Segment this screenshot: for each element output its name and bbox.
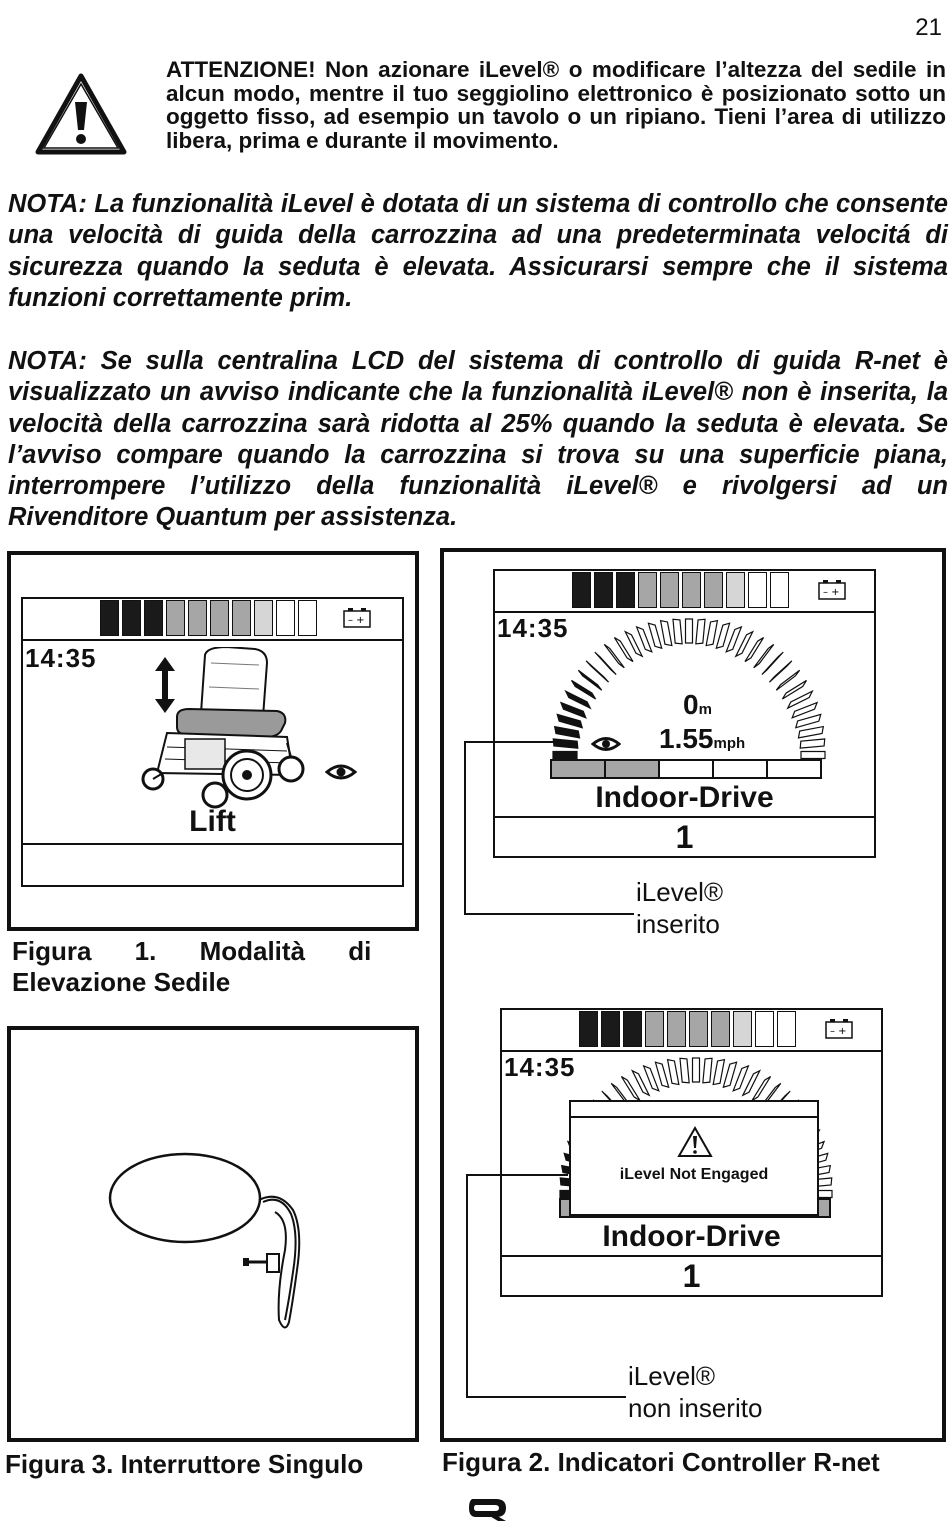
odometer-unit: m <box>698 701 712 718</box>
callout-engaged-label <box>636 876 723 940</box>
battery-segment <box>704 572 723 608</box>
gauge-tick <box>680 1058 689 1083</box>
battery-segment <box>777 1011 796 1047</box>
gauge-tick <box>706 621 717 646</box>
figure-3-frame <box>7 1026 419 1442</box>
battery-level-bar <box>100 600 317 636</box>
gauge-tick <box>644 1066 659 1091</box>
figure-1-caption-line2: Elevazione Sedile <box>12 967 231 997</box>
figure-1-caption-line1: Figura 1. Modalità di <box>12 936 372 966</box>
battery-segment <box>733 1011 752 1047</box>
gauge-tick <box>693 1058 700 1082</box>
speed-value: 1.55 <box>659 723 714 754</box>
gauge-tick <box>696 619 705 644</box>
battery-segment <box>770 572 789 608</box>
battery-segment <box>601 1011 620 1047</box>
clock: 14:35 <box>504 1052 576 1082</box>
lcd-display-not-engaged <box>500 1008 883 1297</box>
quantum-logo <box>466 1496 510 1522</box>
battery-segment <box>188 600 207 636</box>
battery-icon <box>825 1018 855 1040</box>
battery-segment <box>298 600 317 636</box>
callout-line-not-engaged <box>466 1174 568 1176</box>
odometer-value: 0 <box>683 689 699 720</box>
figure-1-frame <box>7 551 419 931</box>
battery-level-bar <box>572 572 789 608</box>
lcd-display-lift <box>21 597 404 887</box>
profile-number: 1 <box>675 819 694 855</box>
gauge-tick <box>801 752 825 759</box>
single-switch-illustration <box>107 1150 317 1350</box>
clock: 14:35 <box>497 613 569 643</box>
callout-not-engaged-line1: iLevel® <box>628 1361 716 1391</box>
svg-text:– +: – + <box>823 587 840 598</box>
battery-segment <box>100 600 119 636</box>
gauge-tick <box>637 627 652 652</box>
profile-name: Indoor-Drive <box>595 781 774 814</box>
lcd-display-engaged <box>493 569 876 858</box>
gauge-tick <box>716 623 729 648</box>
battery-level-bar <box>579 1011 796 1047</box>
battery-segment <box>144 600 163 636</box>
callout-engaged-line1: iLevel® <box>636 877 724 907</box>
gauge-tick <box>686 619 693 643</box>
battery-segment <box>276 600 295 636</box>
callout-not-engaged-label <box>628 1360 762 1424</box>
gauge-tick <box>668 1060 679 1085</box>
speed-level-bar <box>550 759 822 779</box>
warning-triangle-icon <box>34 72 128 156</box>
figure-3-caption: Figura 3. Interruttore Singulo <box>5 1449 364 1479</box>
gauge-tick <box>796 714 821 727</box>
battery-segment <box>122 600 141 636</box>
gauge-tick <box>561 703 586 718</box>
battery-segment <box>232 600 251 636</box>
battery-segment <box>689 1011 708 1047</box>
battery-segment <box>616 572 635 608</box>
gauge-tick <box>800 739 825 748</box>
eye-icon <box>325 762 357 782</box>
gauge-tick <box>553 752 577 759</box>
callout-line-engaged <box>464 741 564 743</box>
figure-2-caption: Figura 2. Indicatori Controller R-net <box>442 1447 880 1477</box>
gauge-tick <box>792 703 817 718</box>
warning-triangle-icon <box>677 1126 713 1158</box>
gauge-tick <box>703 1058 712 1083</box>
battery-icon <box>818 579 848 601</box>
callout-engaged-line2: inserito <box>636 909 720 939</box>
gauge-tick <box>798 727 823 738</box>
warning-text: ATTENZIONE! Non azionare iLevel® o modificare l’altezza del sedile in alcun modo, mentre il tuo seggiolino elettronico è posizionato sotto un oggetto fisso, ad esempio un tavolo o un ripiano. Tieni l’area di utilizzo libera, prima e durante il movimento. <box>166 57 946 153</box>
mode-label: Lift <box>189 805 236 838</box>
gauge-tick <box>655 1062 668 1087</box>
gauge-tick <box>726 627 741 652</box>
alert-text: iLevel Not Engaged <box>619 1166 769 1183</box>
battery-icon <box>343 607 373 629</box>
gauge-tick <box>723 1062 736 1087</box>
battery-segment <box>572 572 591 608</box>
gauge-tick <box>713 1060 724 1085</box>
battery-segment <box>645 1011 664 1047</box>
battery-segment <box>166 600 185 636</box>
battery-segment <box>638 572 657 608</box>
svg-text:– +: – + <box>348 615 365 626</box>
gauge-tick <box>648 623 661 648</box>
gauge-tick <box>661 621 672 646</box>
profile-name: Indoor-Drive <box>602 1220 781 1253</box>
gauge-tick <box>733 1066 748 1091</box>
battery-segment <box>726 572 745 608</box>
gauge-tick <box>555 727 580 738</box>
gauge-tick <box>673 619 682 644</box>
battery-segment <box>748 572 767 608</box>
battery-segment <box>594 572 613 608</box>
power-wheelchair-illustration <box>127 647 317 817</box>
eye-icon <box>591 735 621 753</box>
battery-segment <box>210 600 229 636</box>
speed-unit: mph <box>713 735 746 752</box>
odometer-readout <box>683 689 712 721</box>
gauge-tick <box>557 714 582 727</box>
battery-segment <box>660 572 679 608</box>
battery-segment <box>623 1011 642 1047</box>
figure-2-frame <box>440 548 946 1442</box>
clock: 14:35 <box>25 643 97 673</box>
callout-not-engaged-line2: non inserito <box>628 1393 763 1423</box>
battery-segment <box>711 1011 730 1047</box>
page-number: 21 <box>915 14 942 41</box>
note-speed-limit: NOTA: La funzionalità iLevel è dotata di un sistema di controllo che consente una velocità di guida della carrozzina ad una predeterminata velocitá di sicurezza quando la seduta è elevata. Assicurarsi sempre che il sistema funzioni correttamente prim. <box>8 190 948 312</box>
speed-readout <box>659 723 745 755</box>
battery-segment <box>755 1011 774 1047</box>
battery-segment <box>682 572 701 608</box>
alert-popup <box>569 1100 819 1216</box>
figure-1-caption <box>12 936 402 998</box>
battery-segment <box>579 1011 598 1047</box>
note-rnet-warning: NOTA: Se sulla centralina LCD del sistema di controllo di guida R-net è visualizzato un avviso indicante che la funzionalità iLevel® non è inserita, la velocità della carrozzina sarà ridotta al 25% quando la seduta è elevata. Se l’avviso compare quando la carrozzina si trova su una superficie piana, interrompere l’utilizzo della funzionalità iLevel® e rivolgersi ad un Rivenditore Quantum per assistenza. <box>8 347 948 532</box>
profile-number: 1 <box>682 1258 701 1294</box>
svg-text:– +: – + <box>830 1026 847 1037</box>
battery-segment <box>254 600 273 636</box>
battery-segment <box>667 1011 686 1047</box>
